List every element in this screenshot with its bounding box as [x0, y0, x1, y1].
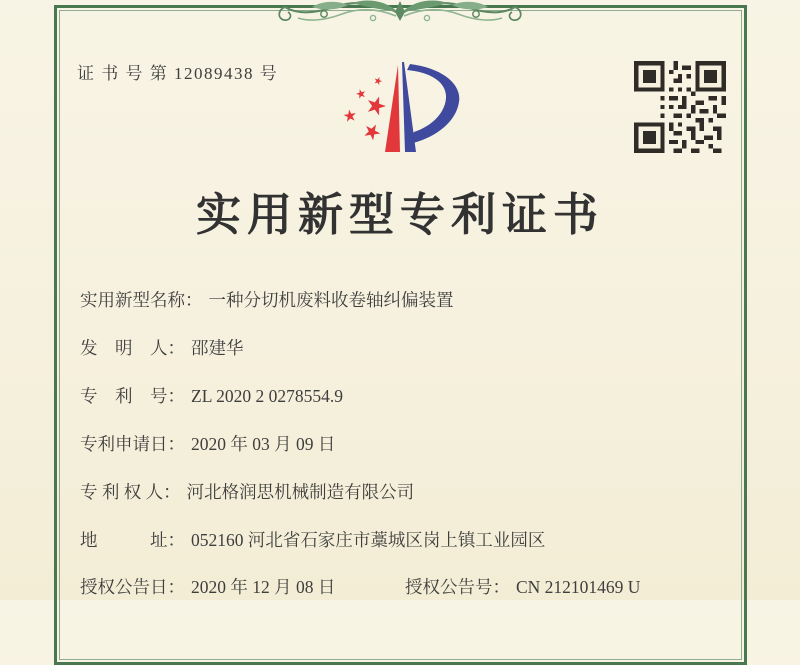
field-utility-model-name [80, 287, 454, 312]
cnipa-patent-logo-icon [326, 40, 496, 160]
field-label: 专 利 号： [80, 386, 185, 406]
field-patentee [80, 479, 414, 504]
field-value: 一种分切机废料收卷轴纠偏装置 [208, 290, 454, 310]
grant-date-cell [80, 577, 335, 597]
field-label: 发 明 人： [80, 338, 185, 358]
field-value: 052160 河北省石家庄市藁城区岗上镇工业园区 [191, 530, 546, 550]
field-label: 地 址： [80, 530, 185, 550]
grant-number-cell [405, 574, 640, 599]
green-scroll-ornament-icon [277, 0, 523, 28]
certificate-number: 证 书 号 第 12089438 号 [77, 64, 279, 83]
field-application-date [80, 431, 335, 456]
field-patent-number [80, 383, 343, 408]
field-value: 河北格润思机械制造有限公司 [186, 482, 415, 502]
field-value: 邵建华 [191, 338, 244, 358]
certificate-title: 实用新型专利证书 [195, 190, 604, 240]
field-grant-date-and-number [80, 574, 740, 599]
field-label: 专利申请日： [80, 434, 185, 454]
field-value: 2020 年 12 月 08 日 [191, 577, 336, 597]
field-address [80, 527, 545, 552]
qr-code-icon [634, 61, 726, 153]
field-value: CN 212101469 U [516, 577, 641, 597]
field-value: 2020 年 03 月 09 日 [191, 434, 336, 454]
field-value: ZL 2020 2 0278554.9 [191, 386, 343, 406]
field-label: 授权公告日： [80, 577, 185, 597]
field-label: 专 利 权 人： [80, 482, 181, 502]
field-label: 授权公告号： [405, 577, 510, 597]
red-stars [343, 76, 388, 142]
field-label: 实用新型名称： [80, 290, 203, 310]
field-inventor [80, 335, 244, 360]
